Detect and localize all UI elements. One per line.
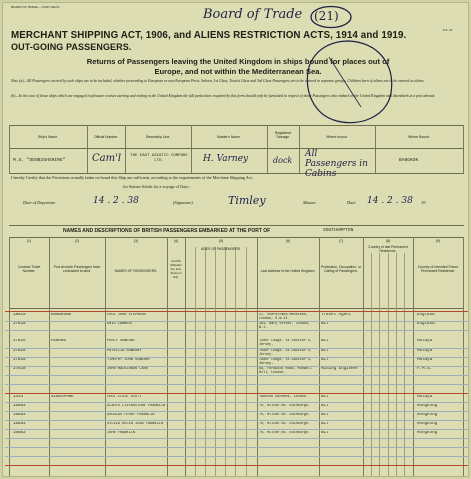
future-residence-cell: Hongkong <box>417 404 438 408</box>
ticket-number-cell: 16883 <box>13 431 26 435</box>
last-address-cell: 89, Fordwick Road, Muswell Hill, London. <box>259 367 312 375</box>
red-rule-bottom <box>5 465 468 466</box>
ticket-number-cell: 16883 <box>13 422 26 426</box>
col-number-2: (2) <box>74 239 80 243</box>
date-of-departure-label: Date of Departure <box>23 200 56 205</box>
table-row <box>3 404 469 413</box>
last-address-cell: 70, Milton Rd. Edinburgh. <box>259 404 310 408</box>
where-bound-note: All Passengers in Cabins <box>305 149 368 179</box>
table-row <box>3 339 469 348</box>
ship-col-line <box>87 125 88 173</box>
returns-heading-line1: Returns of Passengers leaving the United Kingdom in ships bound for places out of <box>86 57 390 66</box>
ruled-line <box>5 456 468 457</box>
table-row <box>3 322 469 331</box>
certification-text: I hereby Certify that the Provisions actually laden on board this Ship are sufficient, according to the requirements of the Merchant Shipping Act, <box>11 175 253 180</box>
future-residence-cell: Malaya <box>417 395 433 399</box>
ticket-number-cell: 37816 <box>13 339 26 343</box>
occupation-cell: Nil <box>321 422 329 426</box>
table-row <box>3 413 469 422</box>
passenger-manifest-page <box>2 2 469 477</box>
port-cell: HONGKONG <box>51 313 72 317</box>
signature-label: (Signature) <box>173 200 193 205</box>
table-row <box>3 431 469 440</box>
col-number-7: (7) <box>338 239 344 243</box>
ship-col-line <box>9 125 10 173</box>
table-row <box>3 349 469 358</box>
occupation-cell: Nil <box>321 404 329 408</box>
year-suffix: 19 <box>421 200 426 205</box>
occupation-cell: Nil <box>321 339 329 343</box>
ship-col-line <box>299 125 300 173</box>
handwritten-circle-mark-icon <box>299 37 399 129</box>
table-row <box>3 422 469 431</box>
class-header: CLASS (Whether 1st, 2nd, Tourist or 3rd). <box>170 259 182 279</box>
where-bound-header-1: Where bound. <box>326 135 348 139</box>
passenger-name-cell: PERCY SOWERBY <box>107 339 136 343</box>
profession-header: Profession, Occupation, or Calling of Passengers. <box>321 265 361 273</box>
port-to-land-header: Port at which Passengers have contracted to land. <box>53 265 101 273</box>
last-address-cell: Tudor Lodge, St.Saviour's, Jersey. <box>259 358 312 366</box>
signature-value: Timley <box>228 194 266 207</box>
returns-heading-line2: Europe, and not within the Mediterranean Sea. <box>154 67 322 76</box>
col-number-5: (5) <box>218 239 224 243</box>
passenger-name-cell: JOHN FRANKLIN <box>107 431 136 435</box>
passenger-name-cell: COOL ELSIE SCOTT <box>107 395 142 399</box>
future-residence-cell: Malaya <box>417 358 433 362</box>
where-bound-header-2: Where Bound. <box>408 135 430 139</box>
passenger-name-cell: PATRICIA SOWERBY <box>107 349 142 353</box>
last-address-cell: Tudor Lodge, St.Saviour's, Jersey. <box>259 339 312 347</box>
last-address-cell: Taunton Gardens, London. <box>259 395 308 399</box>
last-address-header: Last Address in the United Kingdom. <box>260 269 316 273</box>
col-number-1: (1) <box>26 239 32 243</box>
col-number-9: (9) <box>435 239 441 243</box>
table-row <box>3 358 469 367</box>
future-residence-cell: Malaya <box>417 339 433 343</box>
ship-col-line <box>125 125 126 173</box>
official-number-header: Official Number. <box>93 135 119 139</box>
handwritten-board-of-trade: Board of Trade <box>203 7 303 22</box>
ticket-number-cell: 1434 <box>13 395 24 399</box>
top-left-small-print: BOARD OF TRADE — FOR USE IN <box>11 5 60 9</box>
future-residence-cell: Hongkong <box>417 413 438 417</box>
red-rule-top <box>5 311 468 312</box>
last-address-cell: Tudor Lodge, St.Saviour's, Jersey. <box>259 349 312 357</box>
occupation-cell: Mining Engineer <box>321 367 359 371</box>
tonnage-value: dock <box>273 156 293 165</box>
passenger-name-cell: DOUGLAS FERRY FRANKLIN <box>107 413 155 417</box>
occupation-cell: Nil <box>321 349 329 353</box>
names-header: NAMES OF PASSENGERS. <box>114 269 158 273</box>
occupation-cell: Nil <box>321 413 329 417</box>
ruled-line <box>5 384 468 385</box>
ship-col-line <box>267 125 268 173</box>
date2-value: 14 . 2 . 38 <box>367 196 413 206</box>
future-residence-cell: Hongkong <box>417 431 438 435</box>
ship-col-line <box>463 125 464 173</box>
ticket-number-header: Contract Ticket Number. <box>17 265 41 273</box>
occupation-cell: Nil <box>321 322 329 326</box>
master-label: Master. <box>303 200 317 205</box>
date2-label: Date <box>347 200 356 205</box>
port-cell: SINGAPORE <box>51 395 74 399</box>
steamship-line-value: THE EAST ASIATIC COMPANY LTD. <box>130 154 188 163</box>
steamship-line-header: Steamship Line. <box>145 135 171 139</box>
ship-table-mid-border <box>9 148 464 149</box>
master-name-header: Master's Name. <box>217 135 241 139</box>
ship-table-bottom-border <box>9 173 464 174</box>
last-address-cell: 181, Mary Street, London, W.1. <box>259 322 310 330</box>
passenger-name-cell: TIMOTHY JOHN SOWERBY <box>107 358 151 362</box>
col-number-3: (3) <box>133 239 139 243</box>
passenger-name-cell: GLADYS LIVINGSTONE FRANKLIN <box>107 404 166 408</box>
note-a: Note (a)—All Passengers carried by such ships are to be included, whether proceeding to European or non-European Ports. Saloon, 1st Class, Tourist Class and 3rd Class Passengers are to be entered in separate groups. Children born of aliens are to be entered as aliens. <box>11 79 425 83</box>
ruled-line <box>5 447 468 448</box>
last-address-cell: 37, Overstrand Mansions, London, S.W.11. <box>259 313 308 321</box>
table-row <box>3 367 469 376</box>
ship-name-header: Ship's Name. <box>37 135 59 139</box>
last-residence-header: Country of last Permanent Residence. <box>368 245 408 253</box>
table-row <box>3 313 469 322</box>
ship-col-line <box>191 125 192 173</box>
column-header-top-border <box>9 237 464 238</box>
ticket-number-cell: 37816 <box>13 358 26 362</box>
passenger-name-cell: SYLVIA HELEN JEAN FRANKLIN <box>107 422 164 426</box>
note-b: (b)—In the case of those ships which are engaged in pleasure cruises starting and ending in the United Kingdom the full particulars required by this form should only be furnished in respect of those Passengers who embark in the United Kingdom and disembark at a port abroad. <box>11 94 436 98</box>
form-subtitle-outgoing: OUT-GOING PASSENGERS. <box>11 42 132 52</box>
future-residence-cell: Hongkong <box>417 422 438 426</box>
embark-port: SOUTHAMPTON <box>323 228 354 233</box>
occupation-cell: Travel Agent <box>321 313 352 317</box>
occupation-cell: Nil <box>321 431 329 435</box>
ticket-number-cell: 37816 <box>13 349 26 353</box>
passenger-section-top-border <box>9 225 464 226</box>
passenger-name-cell: COOL JOHN STEPHENS <box>107 313 146 317</box>
where-bound-value: BANGKOK <box>399 158 419 163</box>
passenger-name-cell: JOHN MACKINNON CARR <box>107 367 148 371</box>
future-residence-cell: England <box>417 313 435 317</box>
circled-number: (21) <box>314 9 339 23</box>
ticket-number-cell: 16883 <box>13 413 26 417</box>
future-residence-cell: Malaya <box>417 349 433 353</box>
col-number-6: (6) <box>285 239 291 243</box>
future-residence-header: Country of Intended Future Permanent Residence. <box>417 265 459 273</box>
passenger-section-heading: NAMES AND DESCRIPTIONS OF BRITISH PASSENGERS EMBARKED AT THE PORT OF <box>63 228 271 234</box>
port-cell: PENANG <box>51 339 67 343</box>
date-of-departure-value: 14 . 2 . 38 <box>93 196 139 206</box>
ages-header: AGES OF PASSENGERS. <box>200 247 242 251</box>
certification-line2: for Statute Adults for a voyage of Days. <box>123 184 190 189</box>
occupation-cell: Nil <box>321 395 329 399</box>
form-title: MERCHANT SHIPPING ACT, 1906, and ALIENS RESTRICTION ACTS, 1914 and 1919. <box>11 30 407 41</box>
last-address-cell: 70, Milton Rd. Edinburgh. <box>259 422 310 426</box>
red-rule-mid <box>5 393 468 394</box>
future-residence-cell: England <box>417 322 435 326</box>
ticket-number-cell: 37810 <box>13 367 26 371</box>
passenger-name-cell: ENID LAMBERT <box>107 322 133 326</box>
table-row <box>3 395 469 404</box>
future-residence-cell: F.M.S. <box>417 367 433 371</box>
last-address-cell: 70, Milton Rd. Edinburgh. <box>259 413 310 417</box>
occupation-cell: Nil <box>321 358 329 362</box>
ticket-number-cell: 37810 <box>13 322 26 326</box>
form-number: F.S. 21. <box>443 28 454 32</box>
master-name-value: H. Varney <box>203 154 249 164</box>
col-number-8: (8) <box>385 239 391 243</box>
ship-col-line <box>375 125 376 173</box>
ship-name-value: M.S. "DENBIGHSHIRE" <box>13 158 66 163</box>
official-number-value: Cam'l <box>92 153 122 164</box>
ship-table-top-border <box>9 125 464 126</box>
ticket-number-cell: 18810 <box>13 313 26 317</box>
ticket-number-cell: 16883 <box>13 404 26 408</box>
tonnage-header: Registered Tonnage. <box>274 131 292 139</box>
last-address-cell: 70, Milton Rd. Edinburgh. <box>259 431 310 435</box>
col-number-4: (4) <box>173 239 179 243</box>
